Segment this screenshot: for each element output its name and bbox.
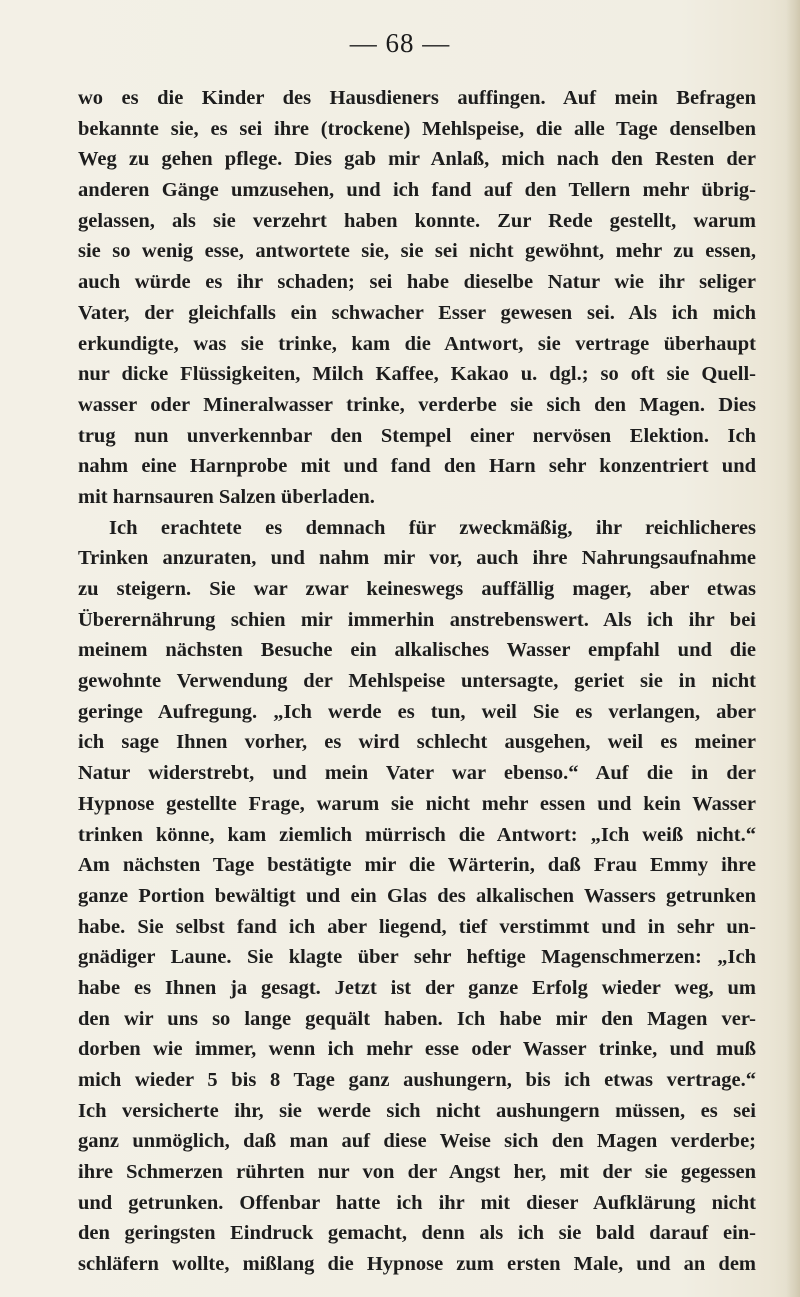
text-line: habe es Ihnen ja gesagt. Jetzt ist der ganze Erfolg wieder weg, um xyxy=(78,976,756,999)
text-line: habe. Sie selbst fand ich aber liegend, tief verstimmt und in sehr un- xyxy=(78,915,756,938)
text-line: wo es die Kinder des Hausdieners auffingen. Auf mein Befragen xyxy=(78,87,756,109)
text-line: Vater, der gleichfalls ein schwacher Esser gewesen sei. Als ich mich xyxy=(78,301,756,324)
text-line: ich sage Ihnen vorher, es wird schlecht ausgehen, weil es meiner xyxy=(78,731,756,754)
text-line: ganz unmöglich, daß man auf diese Weise sich den Magen verderbe; xyxy=(78,1130,756,1153)
text-line: mich wieder 5 bis 8 Tage ganz aushungern, bis ich etwas vertrage.“ xyxy=(78,1069,756,1091)
text-line: Weg zu gehen pflege. Dies gab mir Anlaß, mich nach den Resten der xyxy=(78,148,756,171)
text-line: gewohnte Verwendung der Mehlspeise untersagte, geriet sie in nicht xyxy=(78,670,756,693)
text-line: Trinken anzuraten, und nahm mir vor, auch ihre Nahrungsaufnahme xyxy=(78,547,756,570)
text-line: nahm eine Harnprobe mit und fand den Harn sehr konzentriert und xyxy=(78,455,756,478)
text-line: trug nun unverkennbar den Stempel einer nervösen Elektion. Ich xyxy=(78,424,756,447)
text-line: Natur widerstrebt, und mein Vater war ebenso.“ Auf die in der xyxy=(78,762,756,785)
text-line: geringe Aufregung. „Ich werde es tun, weil Sie es verlangen, aber xyxy=(78,700,756,723)
text-line: dorben wie immer, wenn ich mehr esse oder Wasser trinke, und muß xyxy=(78,1038,756,1061)
text-line: gelassen, als sie verzehrt haben konnte. Zur Rede gestellt, warum xyxy=(78,209,756,232)
text-line: gnädiger Laune. Sie klagte über sehr heftige Magenschmerzen: „Ich xyxy=(78,946,756,969)
text-line: Hypnose gestellte Frage, warum sie nicht mehr essen und kein Wasser xyxy=(78,792,756,815)
text-line: auch würde es ihr schaden; sei habe dieselbe Natur wie ihr seliger xyxy=(78,271,756,294)
text-line: ganze Portion bewältigt und ein Glas des alkalischen Wassers getrunken xyxy=(78,884,756,907)
text-line: Ich versicherte ihr, sie werde sich nicht aushungern müssen, es sei xyxy=(78,1099,756,1122)
text-line: den wir uns so lange gequält haben. Ich habe mir den Magen ver- xyxy=(78,1007,756,1030)
text-line: und getrunken. Offenbar hatte ich ihr mit dieser Aufklärung nicht xyxy=(78,1191,756,1214)
text-line: schläfern wollte, mißlang die Hypnose zum ersten Male, und an dem xyxy=(78,1253,756,1276)
text-line: ihre Schmerzen rührten nur von der Angst her, mit der sie gegessen xyxy=(78,1161,756,1184)
text-line: erkundigte, was sie trinke, kam die Antwort, sie vertrage überhaupt xyxy=(78,332,756,355)
text-line: den geringsten Eindruck gemacht, denn als ich sie bald darauf ein- xyxy=(78,1222,756,1245)
text-line: sie so wenig esse, antwortete sie, sie sei nicht gewöhnt, mehr zu essen, xyxy=(78,240,756,263)
text-line: wasser oder Mineralwasser trinke, verderbe sie sich den Magen. Dies xyxy=(78,393,756,416)
text-line: zu steigern. Sie war zwar keineswegs auffällig mager, aber etwas xyxy=(78,578,756,600)
text-line: nur dicke Flüssigkeiten, Milch Kaffee, Kakao u. dgl.; so oft sie Quell- xyxy=(78,363,756,386)
text-line: trinken könne, kam ziemlich mürrisch die Antwort: „Ich weiß nicht.“ xyxy=(78,823,756,846)
text-line: anderen Gänge umzusehen, und ich fand auf den Tellern mehr übrig- xyxy=(78,179,756,202)
text-line: mit harnsauren Salzen überladen. xyxy=(78,485,375,508)
text-line: meinem nächsten Besuche ein alkalisches Wasser empfahl und die xyxy=(78,639,756,662)
text-line: Überernährung schien mir immerhin anstrebenswert. Als ich ihr bei xyxy=(78,608,756,631)
text-line: Ich erachtete es demnach für zweckmäßig, ihr reichlicheres xyxy=(109,516,756,539)
page-number: — 68 — xyxy=(349,28,451,58)
page-edge-shadow xyxy=(786,0,800,1297)
text-line: Am nächsten Tage bestätigte mir die Wärterin, daß Frau Emmy ihre xyxy=(78,854,756,877)
body-text xyxy=(78,83,756,1280)
text-line: bekannte sie, es sei ihre (trockene) Mehlspeise, die alle Tage denselben xyxy=(78,117,756,140)
